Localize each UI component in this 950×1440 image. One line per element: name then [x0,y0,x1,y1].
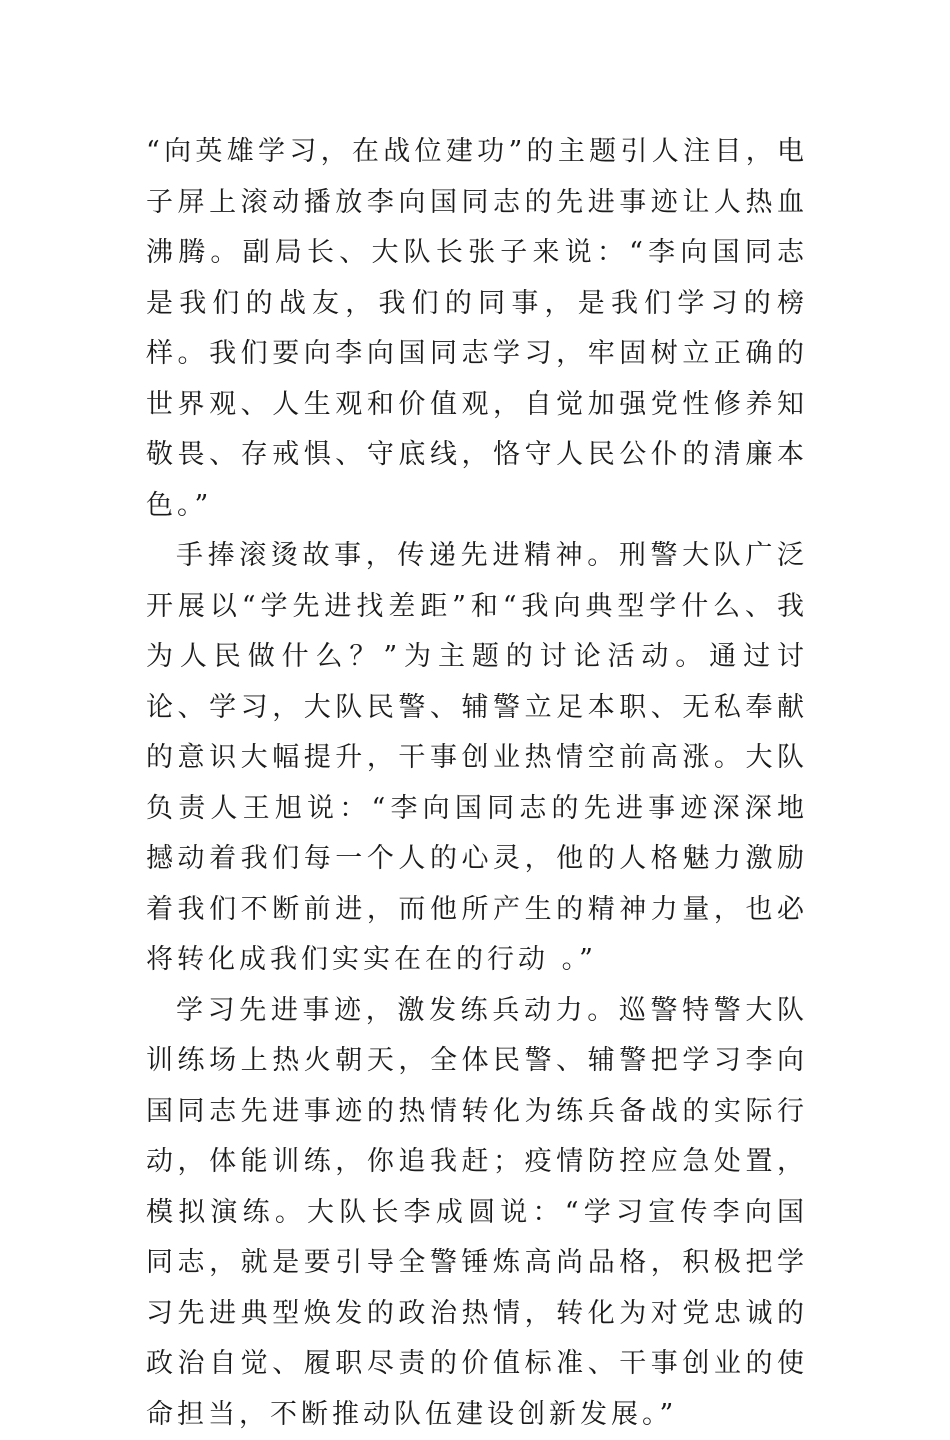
paragraph-1: “向英雄学习，在战位建功”的主题引人注目，电子屏上滚动播放李向国同志的先进事迹让人热血沸腾。副局长、大队长张子来说：“李向国同志是我们的战友，我们的同事，是我们学习的榜样。我们要向李向国同志学习，牢固树立正确的世界观、人生观和价值观，自觉加强党性修养知敬畏、存戒惧、守底线，恪守人民公仆的清廉本色。” [146,127,808,531]
paragraph-3: 学习先进事迹，激发练兵动力。巡警特警大队训练场上热火朝天，全体民警、辅警把学习李向国同志先进事迹的热情转化为练兵备战的实际行动，体能训练，你追我赶；疫情防控应急处置，模拟演练。大队长李成圆说：“学习宣传李向国同志，就是要引导全警锤炼高尚品格，积极把学习先进典型焕发的政治热情，转化为对党忠诚的政治自觉、履职尽责的价值标准、干事创业的使命担当，不断推动队伍建设创新发展。” [146,986,808,1440]
document-body [146,127,808,1440]
paragraph-2: 手捧滚烫故事，传递先进精神。刑警大队广泛开展以“学先进找差距”和“我向典型学什么、我为人民做什么？”为主题的讨论活动。通过讨论、学习，大队民警、辅警立足本职、无私奉献的意识大幅提升，干事创业热情空前高涨。大队负责人王旭说：“李向国同志的先进事迹深深地撼动着我们每一个人的心灵，他的人格魅力激励着我们不断前进，而他所产生的精神力量，也必将转化成我们实实在在的行动 。” [146,531,808,986]
